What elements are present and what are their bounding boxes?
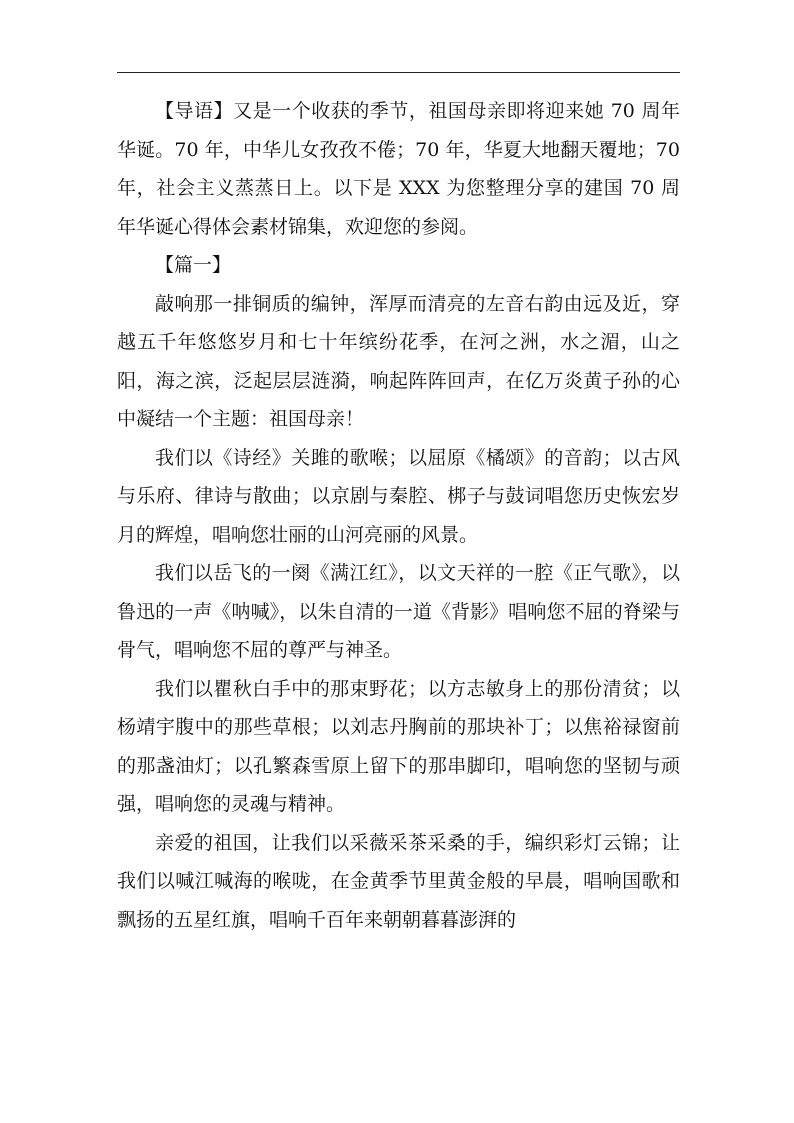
body-paragraph: 我们以岳飞的一阕《满江红》，以文天祥的一腔《正气歌》，以鲁迅的一声《呐喊》，以朱自清的一道《背影》唱响您不屈的脊梁与骨气，唱响您不屈的尊严与神圣。 — [117, 562, 680, 661]
body-paragraph: 敲响那一排铜质的编钟，浑厚而清亮的左音右韵由远及近，穿越五千年悠悠岁月和七十年缤纷花季，在河之洲，水之湄，山之阳，海之滨，泛起层层涟漪，响起阵阵回声，在亿万炎黄子孙的心中凝结一个主题：祖国母亲！ — [117, 292, 680, 430]
header-rule — [117, 72, 680, 73]
section-heading: 【篇一】 — [155, 254, 232, 276]
body-paragraph: 我们以《诗经》关雎的歌喉；以屈原《橘颂》的音韵；以古风与乐府、律诗与散曲；以京剧与秦腔、梆子与鼓词唱您历史恢宏岁月的辉煌，唱响您壮丽的山河亮丽的风景。 — [117, 446, 680, 546]
body-paragraph: 我们以瞿秋白手中的那束野花；以方志敏身上的那份清贫；以杨靖宇腹中的那些草根；以刘志丹胸前的那块补丁；以焦裕禄窗前的那盏油灯；以孔繁森雪原上留下的那串脚印，唱响您的坚韧与顽强，唱响您的灵魂与精神。 — [117, 677, 680, 815]
body-paragraph: 亲爱的祖国，让我们以采薇采茶采桑的手，编织彩灯云锦；让我们以喊江喊海的喉咙，在金黄季节里黄金般的早晨，唱响国歌和飘扬的五星红旗，唱响千百年来朝朝暮暮澎湃的 — [117, 831, 680, 931]
document-body — [117, 92, 680, 939]
intro-paragraph: 【导语】又是一个收获的季节，祖国母亲即将迎来她 70 周年华诞。70 年，中华儿女孜孜不倦；70 年，华夏大地翻天覆地；70 年，社会主义蒸蒸日上。以下是 XXX 为您整理分享的建国 70 周年华诞心得体会素材锦集，欢迎您的参阅。 — [117, 100, 680, 238]
